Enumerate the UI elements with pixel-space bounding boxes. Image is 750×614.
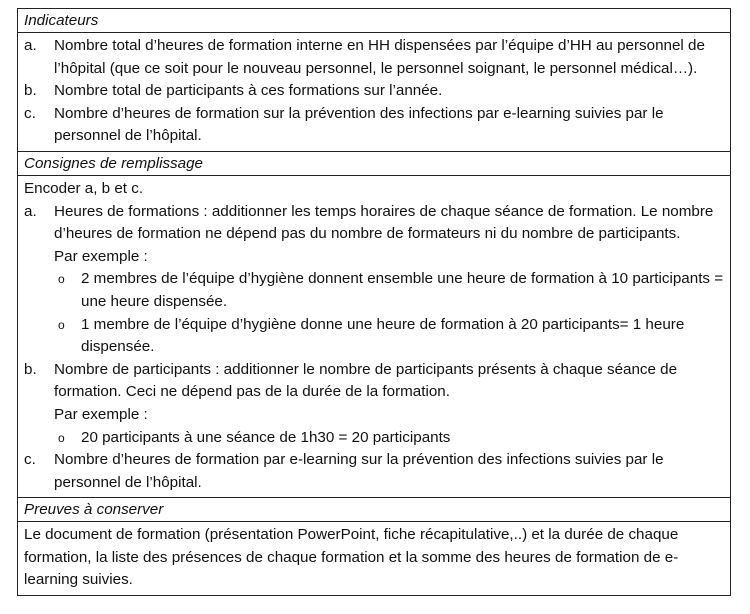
list-marker: c. — [24, 104, 36, 122]
section-heading-preuves: Preuves à conserver — [18, 498, 730, 522]
sub-list-item — [24, 427, 724, 450]
list-item — [24, 35, 724, 80]
list-marker: c. — [24, 451, 36, 469]
document-table — [17, 8, 731, 596]
example-label: Par exemple : — [54, 247, 148, 265]
list-item — [24, 359, 724, 404]
sub-list-item — [24, 268, 724, 313]
list-item-text: Nombre d’heures de formation sur la prévention des infections par e-learning suivies par le personnel de l’hôpital. — [54, 104, 664, 145]
list-item-text: Nombre total d’heures de formation interne en HH dispensées par l’équipe d’HH au personnel de l’hôpital (que ce soit pour le nouveau personnel, le personnel soignant, le personnel médical…). — [54, 37, 705, 77]
indicateurs-list — [18, 33, 730, 152]
list-marker: a. — [24, 37, 37, 54]
sub-list-item-text: 20 participants à une séance de 1h30 = 20 participants — [81, 428, 451, 446]
list-item — [24, 103, 724, 148]
list-item-text: Nombre total de participants à ces formations sur l’année. — [54, 82, 443, 100]
list-marker: b. — [24, 360, 37, 378]
example-label: Par exemple : — [54, 405, 148, 423]
list-marker: a. — [24, 202, 37, 220]
sub-list-item — [24, 314, 724, 359]
section-heading-consignes: Consignes de remplissage — [18, 152, 730, 176]
bullet-circle-icon: o — [58, 317, 65, 332]
preuves-text: Le document de formation (présentation PowerPoint, fiche récapitulative,..) et la durée de chaque formation, la liste des présences de chaque formation et la somme des heures de formation de e-learning suivies. — [24, 526, 679, 589]
consignes-body — [18, 176, 730, 498]
preuves-body — [18, 522, 730, 595]
list-item — [24, 449, 724, 494]
consignes-intro: Encoder a, b et c. — [24, 179, 144, 197]
section-heading-indicateurs: Indicateurs — [18, 9, 730, 33]
sub-list-item-text: 1 membre de l’équipe d’hygiène donne une heure de formation à 20 participants= 1 heure dispensée. — [81, 315, 685, 356]
list-item — [24, 80, 724, 103]
list-item-text: Nombre d’heures de formation par e-learning sur la prévention des infections suivies par le personnel de l’hôpital. — [54, 451, 664, 491]
sub-list-item-text: 2 membres de l’équipe d’hygiène donnent ensemble une heure de formation à 10 participants = une heure dispensée. — [81, 270, 724, 310]
list-item-text: Heures de formations : additionner les temps horaires de chaque séance de formation. Le nombre d’heures de formation ne dépend pas du nombre de formateurs ni du nombre de participants. — [54, 202, 714, 243]
list-item-text: Nombre de participants : additionner le nombre de participants présents à chaque séance de formation. Ceci ne dépend pas de la durée de la formation. — [54, 360, 678, 401]
list-marker: b. — [24, 82, 37, 100]
bullet-circle-icon: o — [58, 430, 65, 445]
bullet-circle-icon: o — [58, 272, 65, 287]
list-item — [24, 201, 724, 246]
